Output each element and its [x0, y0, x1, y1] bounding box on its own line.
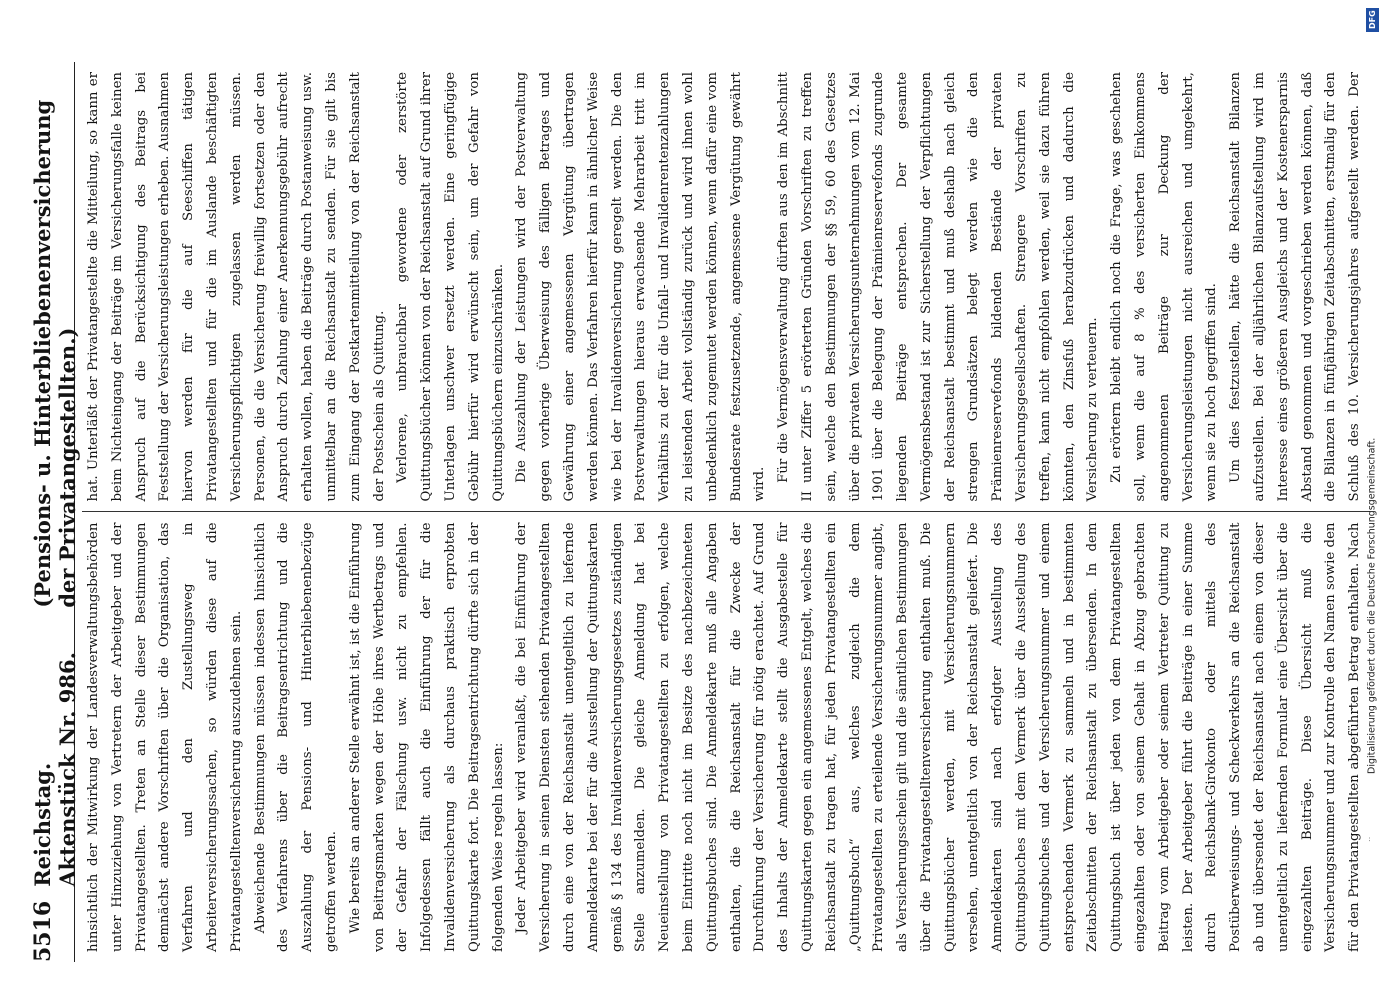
paragraph: Für die Vermögensverwaltung dürften aus den im Abschnitt II unter Ziffer 5 erörterten Gründen Vorschriften zu treffen sein, welche den Bestimmungen der §§ 59, 60 des Gesetzes über die privaten Versicherungsunternehmungen vom 12. Mai 1901 über die Belegung der Prämienreservefonds zugrunde liegenden Beiträge entsprechen. Der gesamte Vermögensbestand ist zur Sicherstellung der Verpflichtungen der Reichsanstalt bestimmt und muß deshalb nach gleich strengen Grundsätzen belegt werden wie die den Prämienreservefonds bildenden Bestände der privaten Versicherungsgesellschaften. Strengere Vorschriften zu treffen, kann nicht empfohlen werden, weil sie dazu führen könnten, den Zinsfuß herabzudrücken und dadurch die Versicherung zu verteuern. [776, 72, 1101, 502]
paragraph: Wie bereits an anderer Stelle erwähnt ist, ist die Einführung von Beitragsmarken wegen der Höhe ihres Wertbetrags und der Gefahr der Fälschung usw. nicht zu empfehlen. Infolgedessen fällt auch die Einführung der für die Invalidenversicherung als durchaus praktisch erprobten Quittungskarte fort. Die Beitragsentrichtung dürfte sich in der folgenden Weise regeln lassen: [347, 522, 506, 952]
text-columns [82, 62, 1370, 962]
dfg-logo: DFG [1366, 8, 1379, 32]
paragraph: hat. Unterläßt der Privatangestellte die Mitteilung, so kann er beim Nichteingang der Beiträge im Versicherungsfalle keinen Anspruch auf die Berücksichtigung des Beitrags bei Feststellung der Versicherungsleistungen erheben. Ausnahmen hiervon werden für die auf Seeschiffen tätigen Privatangestellten und für die im Auslande beschäftigten Versicherungspflichtigen zugelassen werden müssen. Personen, die die Versicherung freiwillig fortsetzen oder den Anspruch durch Zahlung einer Anerkennungsgebühr aufrecht erhalten wollen, haben die Beiträge durch Postanweisung usw. unmittelbar an die Reichsanstalt zu senden. Für sie gilt bis zum Eingang der Postkartenmitteilung von der Reichsanstalt der Postschein als Quittung. [86, 72, 387, 502]
running-head-left: Reichstag. Aktenstück Nr. 986. [30, 652, 80, 887]
digitization-credit: Digitalisierung gefördert durch die Deutsche Forschungsgemeinschaft. [1366, 437, 1377, 774]
paragraph: Die Auszahlung der Leistungen wird der Postverwaltung gegen vorherige Überweisung des fälligen Betrages und Gewährung einer angemessenen Vergütung übertragen werden können. Das Verfahren hierfür kann in ähnlicher Weise wie bei der Invalidenversicherung geregelt werden. Die den Postverwaltungen hieraus erwachsende Mehrarbeit tritt im Verhältnis zu der für die Unfall- und Invalidenrentenzahlungen zu leistenden Arbeit vollständig zurück und wird ihnen wohl unbedenklich zugemutet werden können, wenn dafür eine vom Bundesrate festzusetzende, angemessene Vergütung gewährt wird. [514, 72, 768, 502]
document-page [30, 62, 1370, 962]
paragraph: Um dies festzustellen, hätte die Reichsanstalt Bilanzen aufzustellen. Bei der alljährlichen Bilanzaufstellung wird im Interesse eines größeren Ausgleichs und der Kostenersparnis Abstand genommen und vorgeschrieben werden können, daß die Bilanzen in fünfjährigen Zeitabschnitten, erstmalig für den Schluß des 10. Versicherungsjahres aufgestellt werden. Der [1228, 72, 1363, 502]
column-left [82, 513, 1370, 963]
paragraph: hinsichtlich der Mitwirkung der Landesverwaltungsbehörden unter Hinzuziehung von Vertretern der Arbeitgeber und der Privatangestellten. Treten an Stelle dieser Bestimmungen demnächst andere Vorschriften über die Organisation, das Verfahren und den Zustellungsweg in Arbeiterversicherungssachen, so würden diese auf die Privatangestelltenversicherung auszudehnen sein. [86, 522, 244, 952]
paragraph: Jeder Arbeitgeber wird veranlaßt, die bei Einführung der Versicherung in seinen Diensten stehenden Privatangestellten durch eine von der Reichsanstalt unentgeltlich zu liefernde Anmeldekarte bei der für die Ausstellung der Quittungskarten gemäß § 134 des Invalidenversicherungsgesetzes zuständigen Stelle anzumelden. Die gleiche Anmeldung hat bei Neueinstellung von Privatangestellten zu erfolgen, welche beim Eintritte noch nicht im Besitze des nachbezeichneten Quittungsbuches sind. Die Anmeldekarte muß alle Angaben enthalten, die die Reichsanstalt für die Zwecke der Durchführung der Versicherung für nötig erachtet. Auf Grund des Inhalts der Anmeldekarte stellt die Ausgabestelle für Quittungskarten gegen ein angemessenes Entgelt, welches die Reichsanstalt zu tragen hat, für jeden Privatangestellten ein „Quittungsbuch“ aus, welches zugleich die dem Privatangestellten zu erteilende Versicherungsnummer angibt, als Versicherungsschein gilt und die sämtlichen Bestimmungen über die Privatangestelltenversicherung enthalten muß. Die Quittungsbücher werden, mit Versicherungsnummern versehen, unentgeltlich von der Reichsanstalt geliefert. Die Anmeldekarten sind nach erfolgter Ausstellung des Quittungsbuches mit dem Vermerk über die Ausstellung des Quittungsbuches und der Versicherungsnummer und einem entsprechenden Vermerk zu sammeln und in bestimmten Zeitabschnitten der Reichsanstalt zu übersenden. In dem Quittungsbuch ist über jeden von dem Privatangestellten eingezahlten oder von seinem Gehalt in Abzug gebrachten Beitrag vom Arbeitgeber oder seinem Vertreter Quittung zu leisten. Der Arbeitgeber führt die Beiträge in einer Summe durch Reichsbank-Girokonto oder mittels des Postüberweisungs- und Scheckverkehrs an die Reichsanstalt ab und übersendet der Reichsanstalt nach einem von dieser unentgeltlich zu liefernden Formular eine Übersicht über die eingezahlten Beiträge. Diese Übersicht muß die Versicherungsnummer und zur Kontrolle den Namen sowie den für den Privatangestellten abgeführten Betrag enthalten. Nach [514, 522, 1363, 952]
page-number: 5516 [30, 900, 56, 962]
paragraph: Verlorene, unbrauchbar gewordene oder zerstörte Quittungsbücher können von der Reichsanstalt auf Grund ihrer Unterlagen unschwer ersetzt werden. Eine geringfügige Gebühr hierfür wird erwünscht sein, um der Gefahr von Quittungsbüchern einzuschränken. [395, 72, 506, 502]
running-head-right: (Pensions- u. Hinterbliebenenversicherung der Privatangestellten.) [30, 99, 80, 608]
paragraph: Zu erörtern bleibt endlich noch die Frage, was geschehen soll, wenn die auf 8 % des versicherten Einkommens angenommenen Beiträge zur Deckung der Versicherungsleistungen nicht ausreichen und umgekehrt, wenn sie zu hoch gegriffen sind. [1109, 72, 1220, 502]
running-head [30, 62, 80, 962]
column-right [82, 62, 1370, 513]
paragraph: Abweichende Bestimmungen müssen indessen hinsichtlich des Verfahrens über die Beitragsentrichtung und die Auszahlung der Pensions- und Hinterbliebenenbezüge getroffen werden. [252, 522, 339, 952]
